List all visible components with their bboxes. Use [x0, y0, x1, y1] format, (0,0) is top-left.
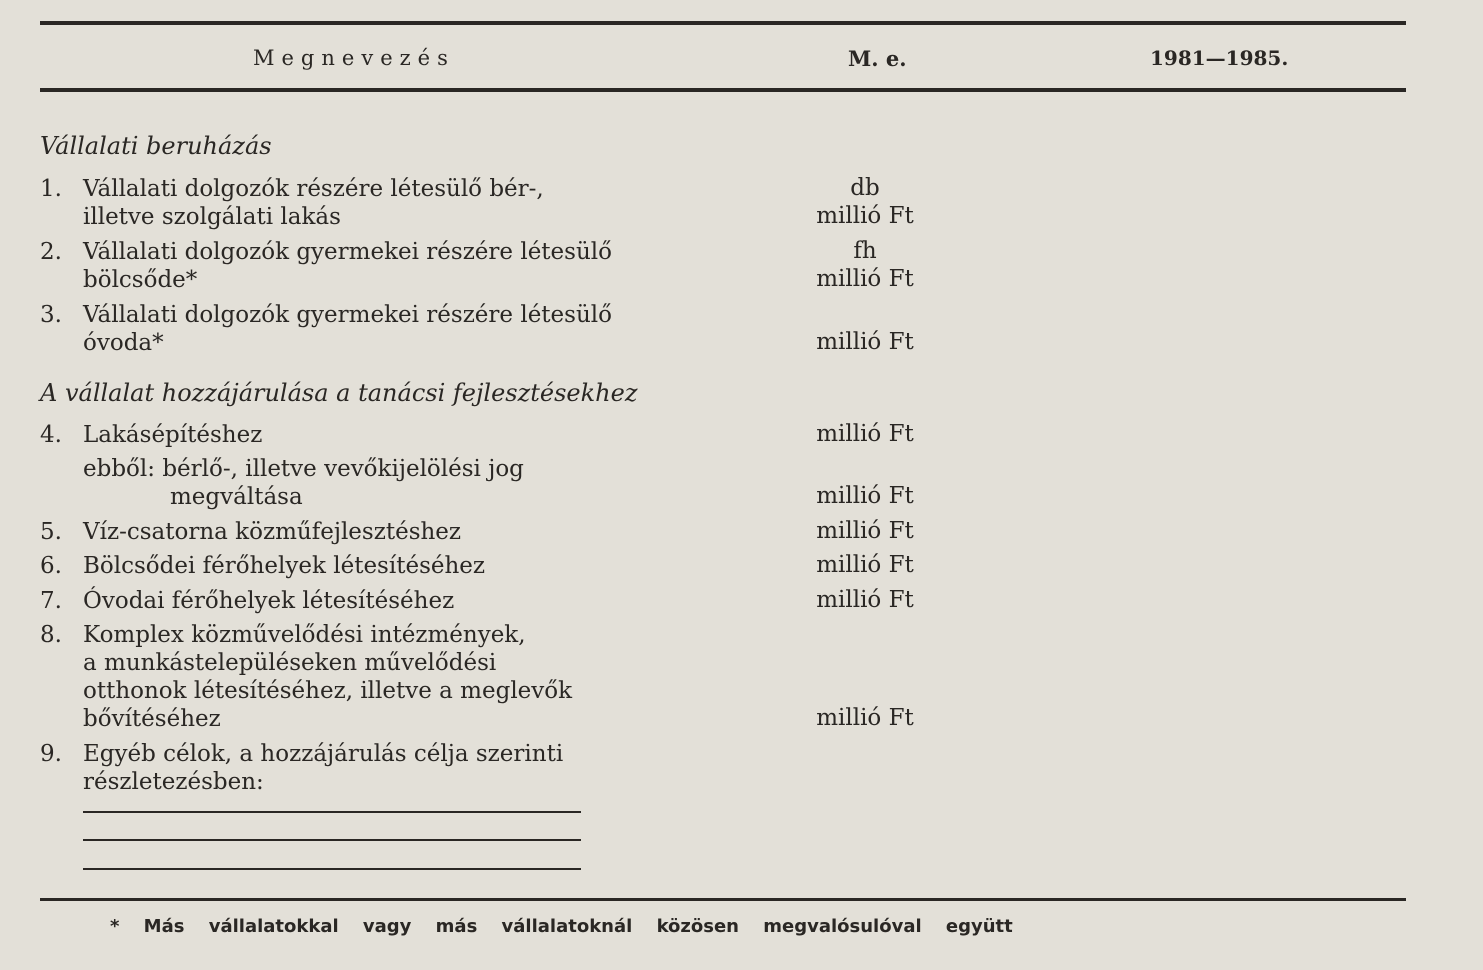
item-1-unit-millio: millió Ft [816, 203, 914, 229]
header-rule [40, 88, 1406, 92]
item-1-line-2: illetve szolgálati lakás [83, 204, 341, 230]
item-text-line: Óvodai férőhelyek létesítéséhez [83, 588, 455, 614]
item-number: 1. [40, 176, 62, 202]
blank-line-2 [83, 839, 581, 841]
item-4-sub-line-2: megváltása [170, 484, 303, 510]
item-text-line: Bölcsődei férőhelyek létesítéséhez [83, 553, 486, 579]
bottom-rule [40, 898, 1406, 901]
item-text-line: Víz-csatorna közműfejlesztéshez [83, 519, 462, 545]
item-6-unit: millió Ft [816, 552, 914, 578]
item-2-unit-millio: millió Ft [816, 266, 914, 292]
item-number: 7. [40, 588, 62, 614]
header-unit: M. e. [848, 46, 907, 71]
item-number: 4. [40, 422, 62, 448]
item-number: 9. [40, 741, 62, 767]
item-3-unit-millio: millió Ft [816, 329, 914, 355]
header-name: Megnevezés [253, 46, 455, 70]
item-number: 8. [40, 622, 62, 648]
item-text-line: Vállalati dolgozók gyermekei részére létesülő [83, 302, 612, 328]
item-2-line-2: bölcsőde* [83, 267, 198, 293]
item-8-line-3: otthonok létesítéséhez, illetve a meglevők [83, 678, 573, 704]
item-text-line: Komplex közművelődési intézmények, [83, 622, 526, 648]
item-8-unit: millió Ft [816, 705, 914, 731]
footnote: * Más vállalatokkal vagy más vállalatoknál közösen megvalósulóval együtt [110, 916, 1013, 937]
item-4-unit: millió Ft [816, 421, 914, 447]
item-text-line: Egyéb célok, a hozzájárulás célja szerinti [83, 741, 564, 767]
section-title-vallalati-beruhazas: Vállalati beruházás [40, 132, 272, 160]
item-number: 5. [40, 519, 62, 545]
item-8-line-4: bővítéséhez [83, 706, 221, 732]
item-text-line: Lakásépítéshez [83, 422, 263, 448]
section-title-hozzajarulas: A vállalat hozzájárulása a tanácsi fejlesztésekhez [40, 379, 638, 407]
item-1-unit-db: db [850, 175, 880, 201]
item-5-unit: millió Ft [816, 518, 914, 544]
item-text-line: Vállalati dolgozók gyermekei részére létesülő [83, 239, 612, 265]
item-3-line-2: óvoda* [83, 330, 164, 356]
item-number: 3. [40, 302, 62, 328]
item-number: 6. [40, 553, 62, 579]
item-7-unit: millió Ft [816, 587, 914, 613]
top-rule [40, 21, 1406, 25]
item-4-sub-unit: millió Ft [816, 483, 914, 509]
item-number: 2. [40, 239, 62, 265]
item-2-unit-fh: fh [853, 238, 877, 264]
item-8-line-2: a munkástelepüléseken művelődési [83, 650, 497, 676]
item-4-sub-line-1: ebből: bérlő-, illetve vevőkijelölési jog [83, 456, 524, 482]
blank-line-3 [83, 868, 581, 870]
blank-line-1 [83, 811, 581, 813]
item-9-line-2: részletezésben: [83, 769, 264, 795]
header-years: 1981—1985. [1150, 46, 1289, 70]
item-text-line: Vállalati dolgozók részére létesülő bér-, [83, 176, 544, 202]
